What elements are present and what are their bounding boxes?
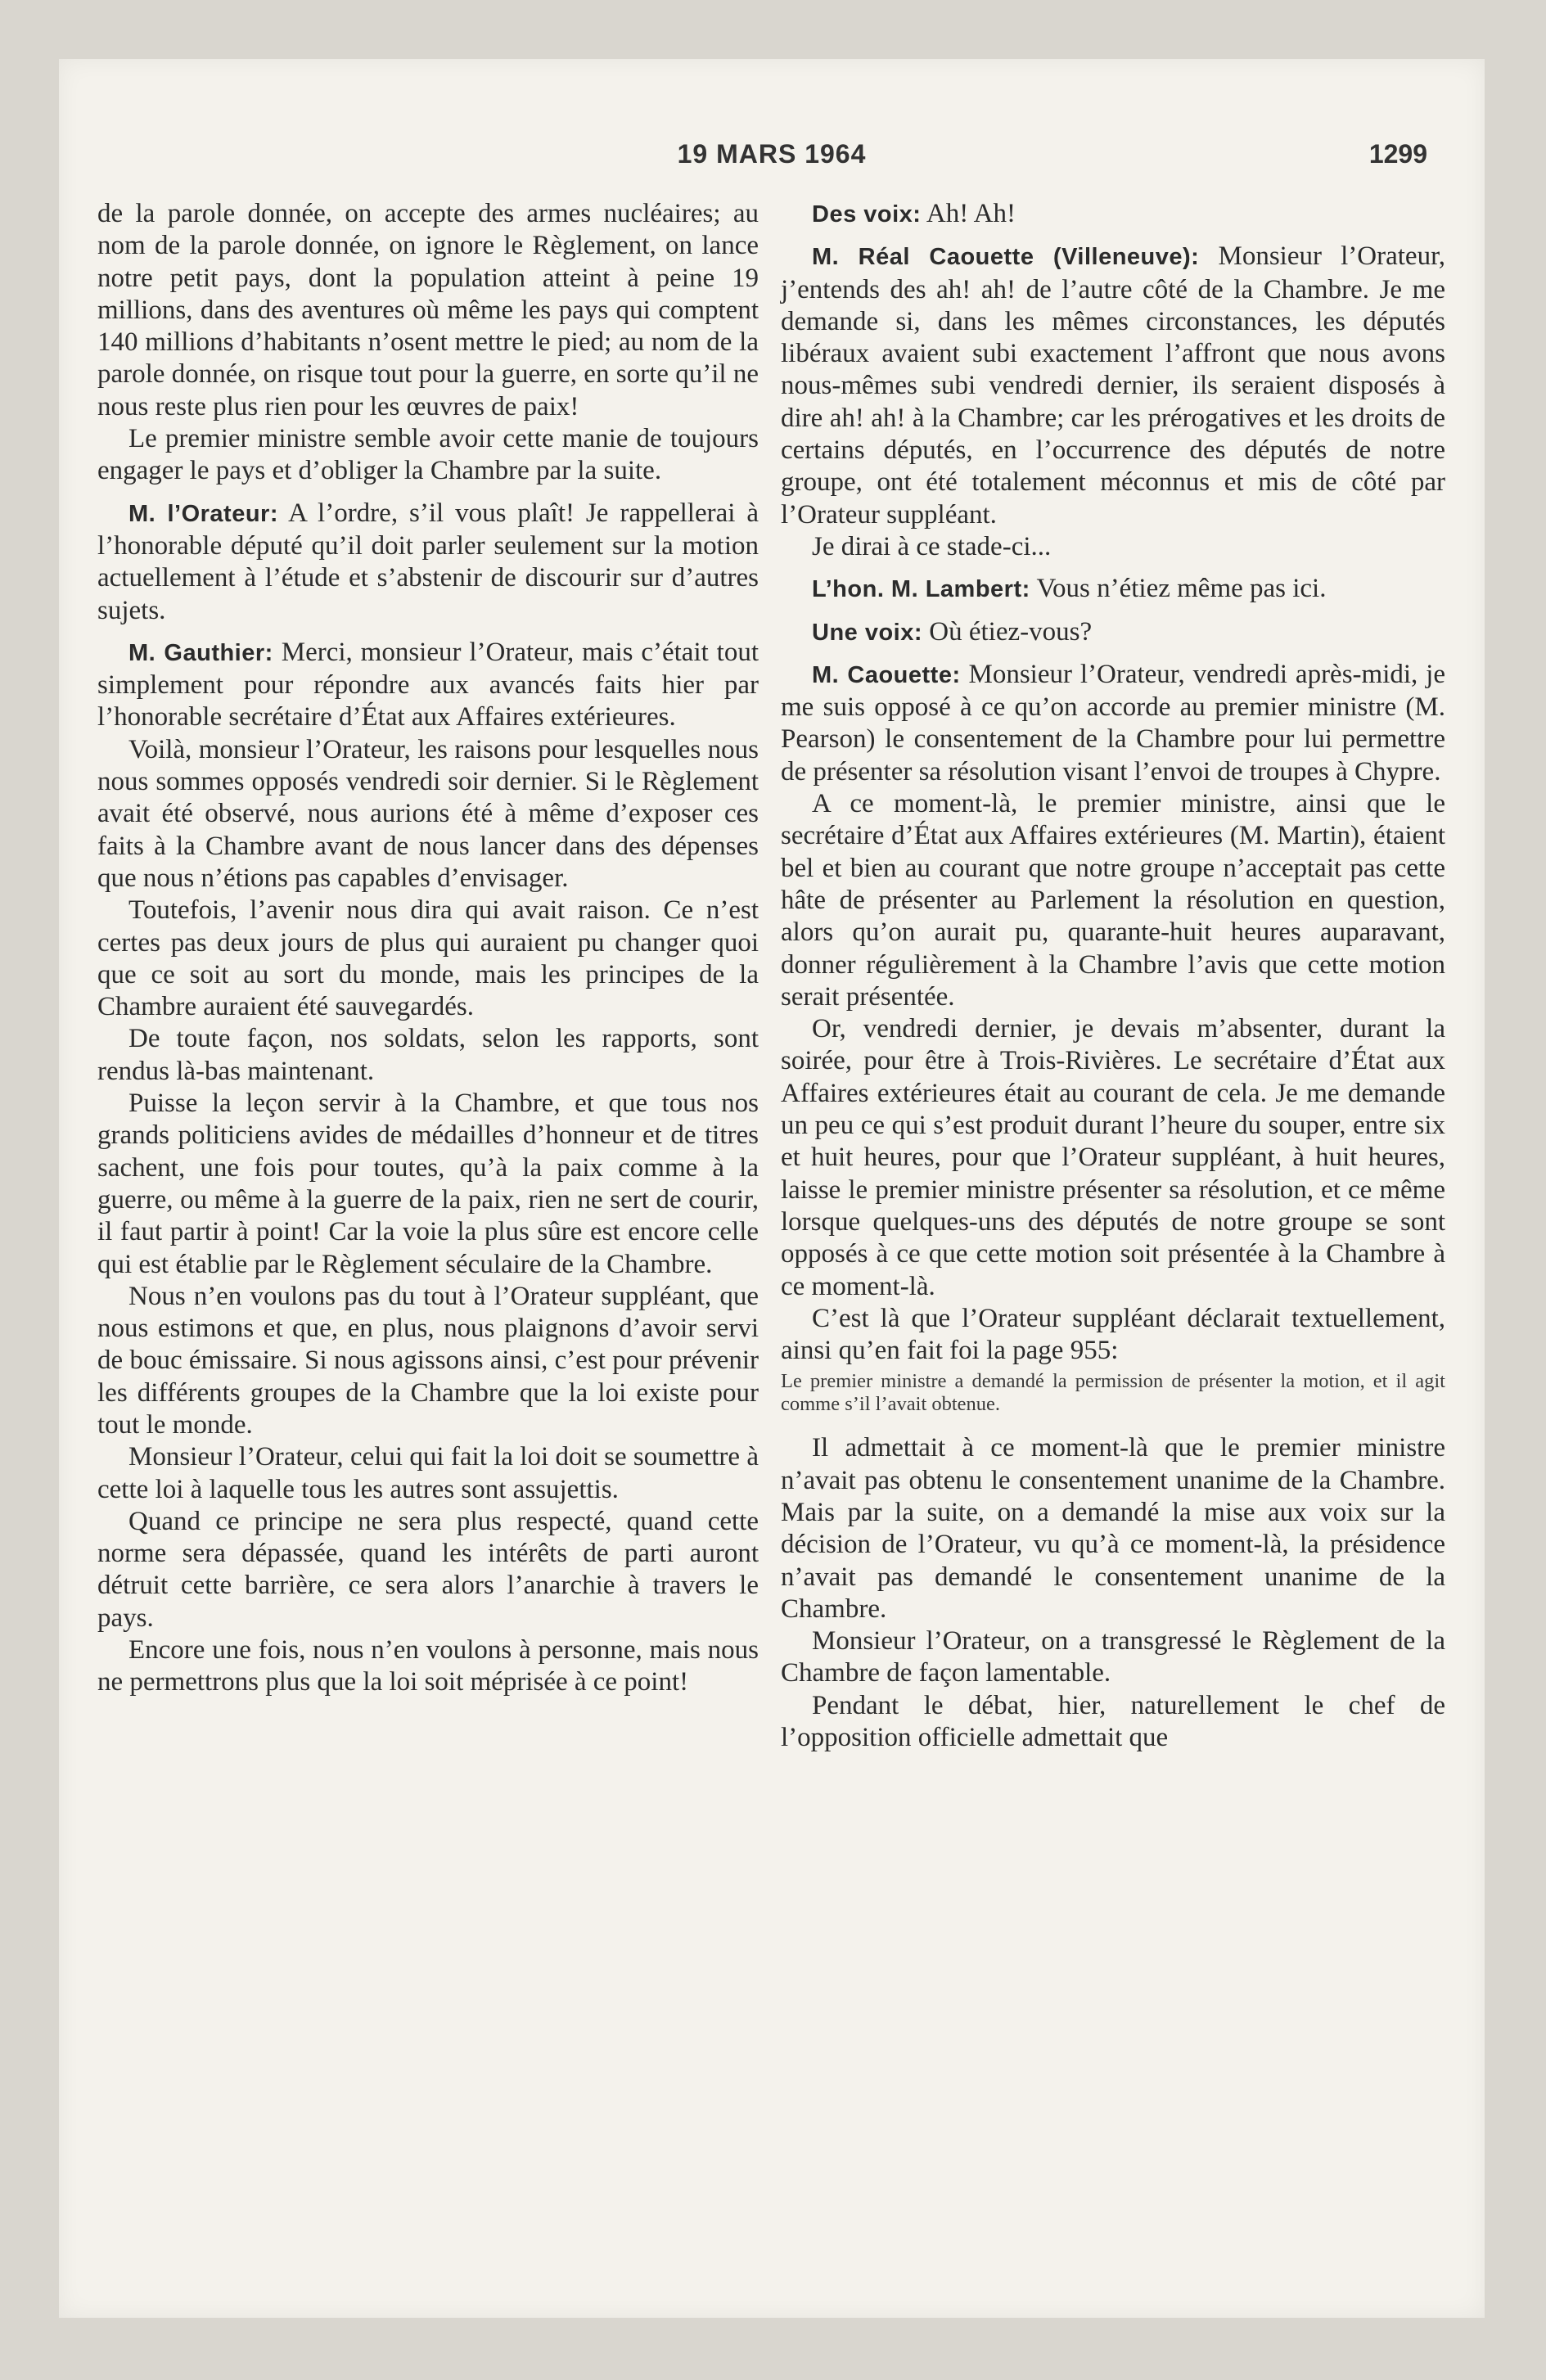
paragraph: Nous n’en voulons pas du tout à l’Orateur suppléant, que nous estimons et que, en plus, nous plaignons d’avoir servi de bouc émissaire. Si nous agissons ainsi, c’est pour prévenir les différents groupes de la Chambre que la loi existe pour tout le monde. — [97, 1281, 759, 1440]
speech-text: Merci, monsieur l’Orateur, mais c’était tout simplement pour répondre aux avancés faits hier par l’honorable secrétaire d’État aux Affaires extérieures. — [97, 637, 759, 732]
speech-paragraph — [97, 498, 759, 627]
paragraph: Monsieur l’Orateur, celui qui fait la loi doit se soumettre à cette loi à laquelle tous les autres sont assujettis. — [97, 1442, 759, 1504]
speech-text: Vous n’étiez même pas ici. — [1036, 574, 1327, 604]
speech-paragraph — [781, 659, 1445, 788]
paragraph: Voilà, monsieur l’Orateur, les raisons pour lesquelles nous nous sommes opposés vendredi soir dernier. Si le Règlement avait été observé, nous aurions été à même d’exposer ces faits à la Chambre avant de nous lancer dans des dépenses que nous n’étions pas capables d’envisager. — [97, 734, 759, 893]
paragraph: Puisse la leçon servir à la Chambre, et que tous nos grands politiciens avides de médailles d’honneur et de titres sachent, une fois pour toutes, qu’à la paix comme à la guerre, ou même à la guerre de la paix, rien ne sert de courir, il faut partir à point! Car la voie la plus sûre est encore celle qui est établie par le Règlement séculaire de la Chambre. — [97, 1089, 759, 1279]
document-page — [59, 59, 1485, 2318]
speech-paragraph — [781, 198, 1445, 231]
speaker-name: M. l’Orateur: — [128, 500, 278, 527]
block-quote: Le premier ministre a demandé la permission de présenter la motion, et il agit comme s’il l’avait obtenue. — [781, 1370, 1445, 1416]
speaker-name: Des voix: — [812, 201, 922, 228]
paragraph: de la parole donnée, on accepte des armes nucléaires; au nom de la parole donnée, on ignore le Règlement, on lance notre petit pays, dont la population atteint à peine 19 millions, dans des aventures où même les pays qui comptent 140 millions d’habitants n’osent mettre le pied; au nom de la parole donnée, on risque tout pour la guerre, en sorte qu’il ne nous reste plus rien pour les œuvres de paix! — [97, 199, 759, 421]
speech-text: Où étiez-vous? — [929, 616, 1093, 647]
paragraph: Monsieur l’Orateur, on a transgressé le Règlement de la Chambre de façon lamentable. — [781, 1626, 1445, 1688]
speech-text: Ah! Ah! — [926, 199, 1016, 228]
paragraph: C’est là que l’Orateur suppléant déclarait textuellement, ainsi qu’en fait foi la page 955: — [781, 1303, 1445, 1366]
speaker-name: M. Caouette: — [812, 661, 961, 688]
speech-text: Monsieur l’Orateur, vendredi après-midi, je me suis opposé à ce qu’on accorde au premier ministre (M. Pearson) le consentement de la Chambre pour lui permettre de présenter sa résolution visant l’envoi de troupes à Chypre. — [781, 659, 1445, 787]
speech-paragraph — [97, 637, 759, 734]
paragraph: A ce moment-là, le premier ministre, ainsi que le secrétaire d’État aux Affaires extérieures (M. Martin), étaient bel et bien au courant que notre groupe n’acceptait pas cette hâte de présenter au Parlement la résolution en question, alors qu’on aurait pu, quarante-huit heures auparavant, donner régulièrement à la Chambre l’avis que cette motion serait présentée. — [781, 789, 1445, 1012]
speech-text: A l’ordre, s’il vous plaît! Je rappellerai à l’honorable député qu’il doit parler seulement sur la motion actuellement à l’étude et s’abstenir de discourir sur d’autres sujets. — [97, 498, 759, 625]
speech-paragraph — [781, 573, 1445, 606]
paragraph: Le premier ministre semble avoir cette manie de toujours engager le pays et d’obliger la Chambre par la suite. — [97, 424, 759, 486]
paragraph: De toute façon, nos soldats, selon les rapports, sont rendus là-bas maintenant. — [97, 1024, 759, 1086]
paragraph: Il admettait à ce moment-là que le premier ministre n’avait pas obtenu le consentement unanime de la Chambre. Mais par la suite, on a demandé la mise aux voix sur la décision de l’Orateur, vu qu’à ce moment-là, la présidence n’avait pas demandé le consentement unanime de la Chambre. — [781, 1433, 1445, 1624]
paragraph: Or, vendredi dernier, je devais m’absenter, durant la soirée, pour être à Trois-Rivières. Le secrétaire d’État aux Affaires extérieures était au courant de cela. Je me demande un peu ce qui s’est produit durant l’heure du souper, entre six et huit heures, pour que l’Orateur suppléant, à huit heures, laisse le premier ministre présenter sa résolution, et ce même lorsque quelques-uns des députés de notre groupe se sont opposés à ce que cette motion soit présentée à la Chambre à ce moment-là. — [781, 1014, 1445, 1301]
paragraph: Encore une fois, nous n’en voulons à personne, mais nous ne permettrons plus que la loi soit méprisée à ce point! — [97, 1635, 759, 1697]
speech-paragraph — [781, 616, 1445, 649]
speaker-name: M. Gauthier: — [128, 639, 273, 666]
speech-paragraph — [781, 241, 1445, 531]
right-column — [781, 198, 1445, 1754]
paragraph: Quand ce principe ne sera plus respecté, quand cette norme sera dépassée, quand les intérêts de parti auront détruit cette barrière, ce sera alors l’anarchie à travers le pays. — [97, 1506, 759, 1633]
header-date: 19 MARS 1964 — [677, 139, 867, 169]
page-number: 1299 — [1368, 139, 1427, 169]
left-column — [97, 198, 759, 1699]
paragraph: Pendant le débat, hier, naturellement le chef de l’opposition officielle admettait que — [781, 1690, 1445, 1753]
page-header — [59, 139, 1485, 180]
speaker-name: M. Réal Caouette (Villeneuve): — [812, 244, 1200, 271]
speaker-name: Une voix: — [812, 619, 923, 646]
speaker-name: L’hon. M. Lambert: — [812, 576, 1030, 603]
paragraph: Je dirai à ce stade-ci... — [812, 531, 1052, 561]
paragraph: Toutefois, l’avenir nous dira qui avait raison. Ce n’est certes pas deux jours de plus qui auraient pu changer quoi que ce soit au sort du monde, mais les principes de la Chambre auraient été sauvegardés. — [97, 895, 759, 1022]
speech-text: Monsieur l’Orateur, j’entends des ah! ah! de l’autre côté de la Chambre. Je me demande si, dans les mêmes circonstances, les députés libéraux avaient subi exactement l’affront que nous avons nous-mêmes subi vendredi dernier, ils seraient disposés à dire ah! ah! à la Chambre; car les prérogatives et les droits de certains députés, en l’occurrence des députés de notre groupe, ont été totalement méconnus et mis de côté par l’Orateur suppléant. — [781, 241, 1445, 530]
